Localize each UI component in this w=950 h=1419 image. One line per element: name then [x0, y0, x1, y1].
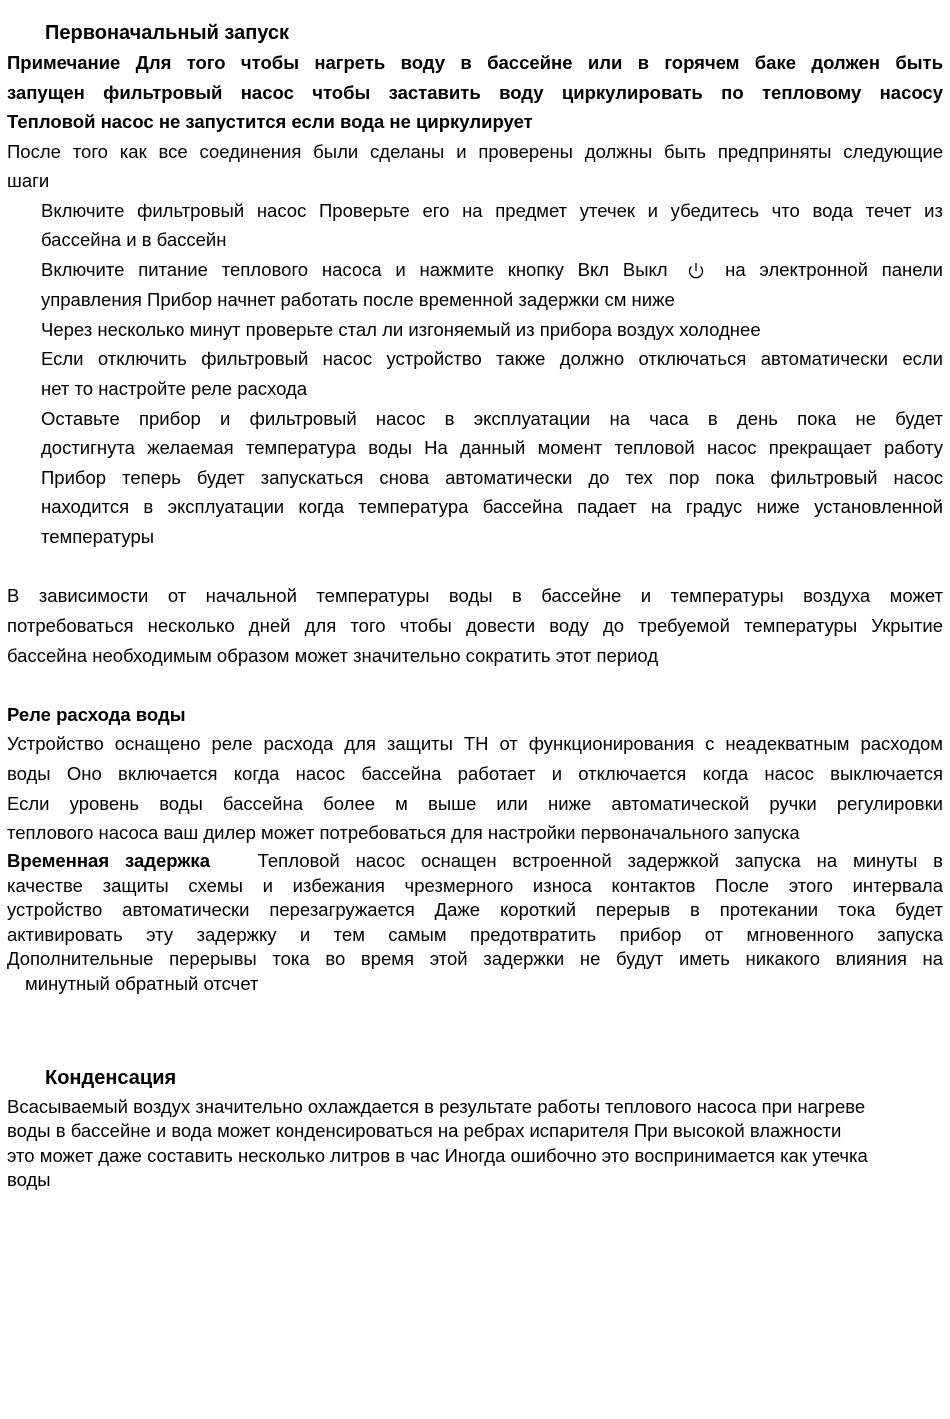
step-line: достигнута желаемая температура воды На данный момент тепловой насос прекращает работу [41, 437, 943, 458]
note-line: Примечание Для того чтобы нагреть воду в бассейне или в горячем баке должен быть [7, 52, 943, 73]
paragraph-line: Устройство оснащено реле расхода для защиты ТН от функционирования с неадекватным расходом [7, 733, 943, 754]
paragraph-line: активировать эту задержку и тем самым предотвратить прибор от мгновенного запуска [7, 924, 943, 945]
intro-line: шаги [7, 170, 50, 191]
step-line: находится в эксплуатации когда температура бассейна падает на градус ниже установленной [41, 496, 943, 517]
step-line: Через несколько минут проверьте стал ли изгоняемый из прибора воздух холоднее [41, 319, 761, 340]
step-line-power [41, 256, 943, 284]
note-line: Тепловой насос не запустится если вода не циркулирует [7, 111, 533, 132]
power-icon [685, 260, 707, 282]
note-line: запущен фильтровый насос чтобы заставить воду циркулировать по тепловому насосу [7, 82, 943, 103]
step-line: Прибор теперь будет запускаться снова автоматически до тех пор пока фильтровый насос [41, 467, 943, 488]
step-line: бассейна и в бассейн [41, 229, 227, 250]
step-line: Включите фильтровый насос Проверьте его на предмет утечек и убедитесь что вода течет из [41, 200, 943, 221]
section-title-initial-start: Первоначальный запуск [45, 22, 290, 44]
paragraph-line: устройство автоматически перезагружается Даже короткий перерыв в протекании тока будет [7, 899, 943, 920]
time-delay-first-line [7, 848, 943, 873]
paragraph-line: минутный обратный отсчет [25, 973, 259, 994]
paragraph-line: теплового насоса ваш дилер может потребоваться для настройки первоначального запуска [7, 822, 800, 843]
step-line: Оставьте прибор и фильтровый насос в эксплуатации на часа в день пока не будет [41, 408, 943, 429]
time-delay-label: Временная задержка [7, 850, 210, 871]
paragraph-line: это может даже составить несколько литров в час Иногда ошибочно это воспринимается как утечка [7, 1145, 868, 1166]
intro-line: После того как все соединения были сделаны и проверены должны быть предприняты следующие [7, 141, 943, 162]
paragraph-line: В зависимости от начальной температуры воды в бассейне и температуры воздуха может [7, 585, 943, 606]
paragraph-line: воды в бассейне и вода может конденсироваться на ребрах испарителя При высокой влажности [7, 1120, 842, 1141]
paragraph-line: Дополнительные перерывы тока во время этой задержки не будут иметь никакого влияния на [7, 948, 943, 969]
paragraph-line: Если уровень воды бассейна более м выше или ниже автоматической ручки регулировки [7, 793, 943, 814]
step-line: Если отключить фильтровый насос устройство также должно отключаться автоматически если [41, 348, 943, 369]
step-line: температуры [41, 526, 155, 547]
paragraph-text: Тепловой насос оснащен встроенной задержкой запуска на минуты в [257, 850, 943, 871]
section-title-condensation: Конденсация [45, 1067, 177, 1089]
paragraph-line: Всасываемый воздух значительно охлаждается в результате работы теплового насоса при нагреве [7, 1096, 866, 1117]
paragraph-line: потребоваться несколько дней для того чтобы довести воду до требуемой температуры Укрытие [7, 615, 943, 636]
section-title-flow-relay: Реле расхода воды [7, 704, 186, 725]
paragraph-line: воды Оно включается когда насос бассейна работает и отключается когда насос выключается [7, 763, 943, 784]
paragraph-line: качестве защиты схемы и избежания чрезмерного износа контактов После этого интервала [7, 875, 943, 896]
step-text: на электронной панели [725, 259, 943, 280]
paragraph-line: бассейна необходимым образом может значительно сократить этот период [7, 645, 659, 666]
paragraph-line: воды [7, 1169, 51, 1190]
step-line: управления Прибор начнет работать после временной задержки см ниже [41, 289, 675, 310]
step-text: Включите питание теплового насоса и нажмите кнопку Вкл Выкл [41, 259, 668, 280]
step-line: нет то настройте реле расхода [41, 378, 308, 399]
